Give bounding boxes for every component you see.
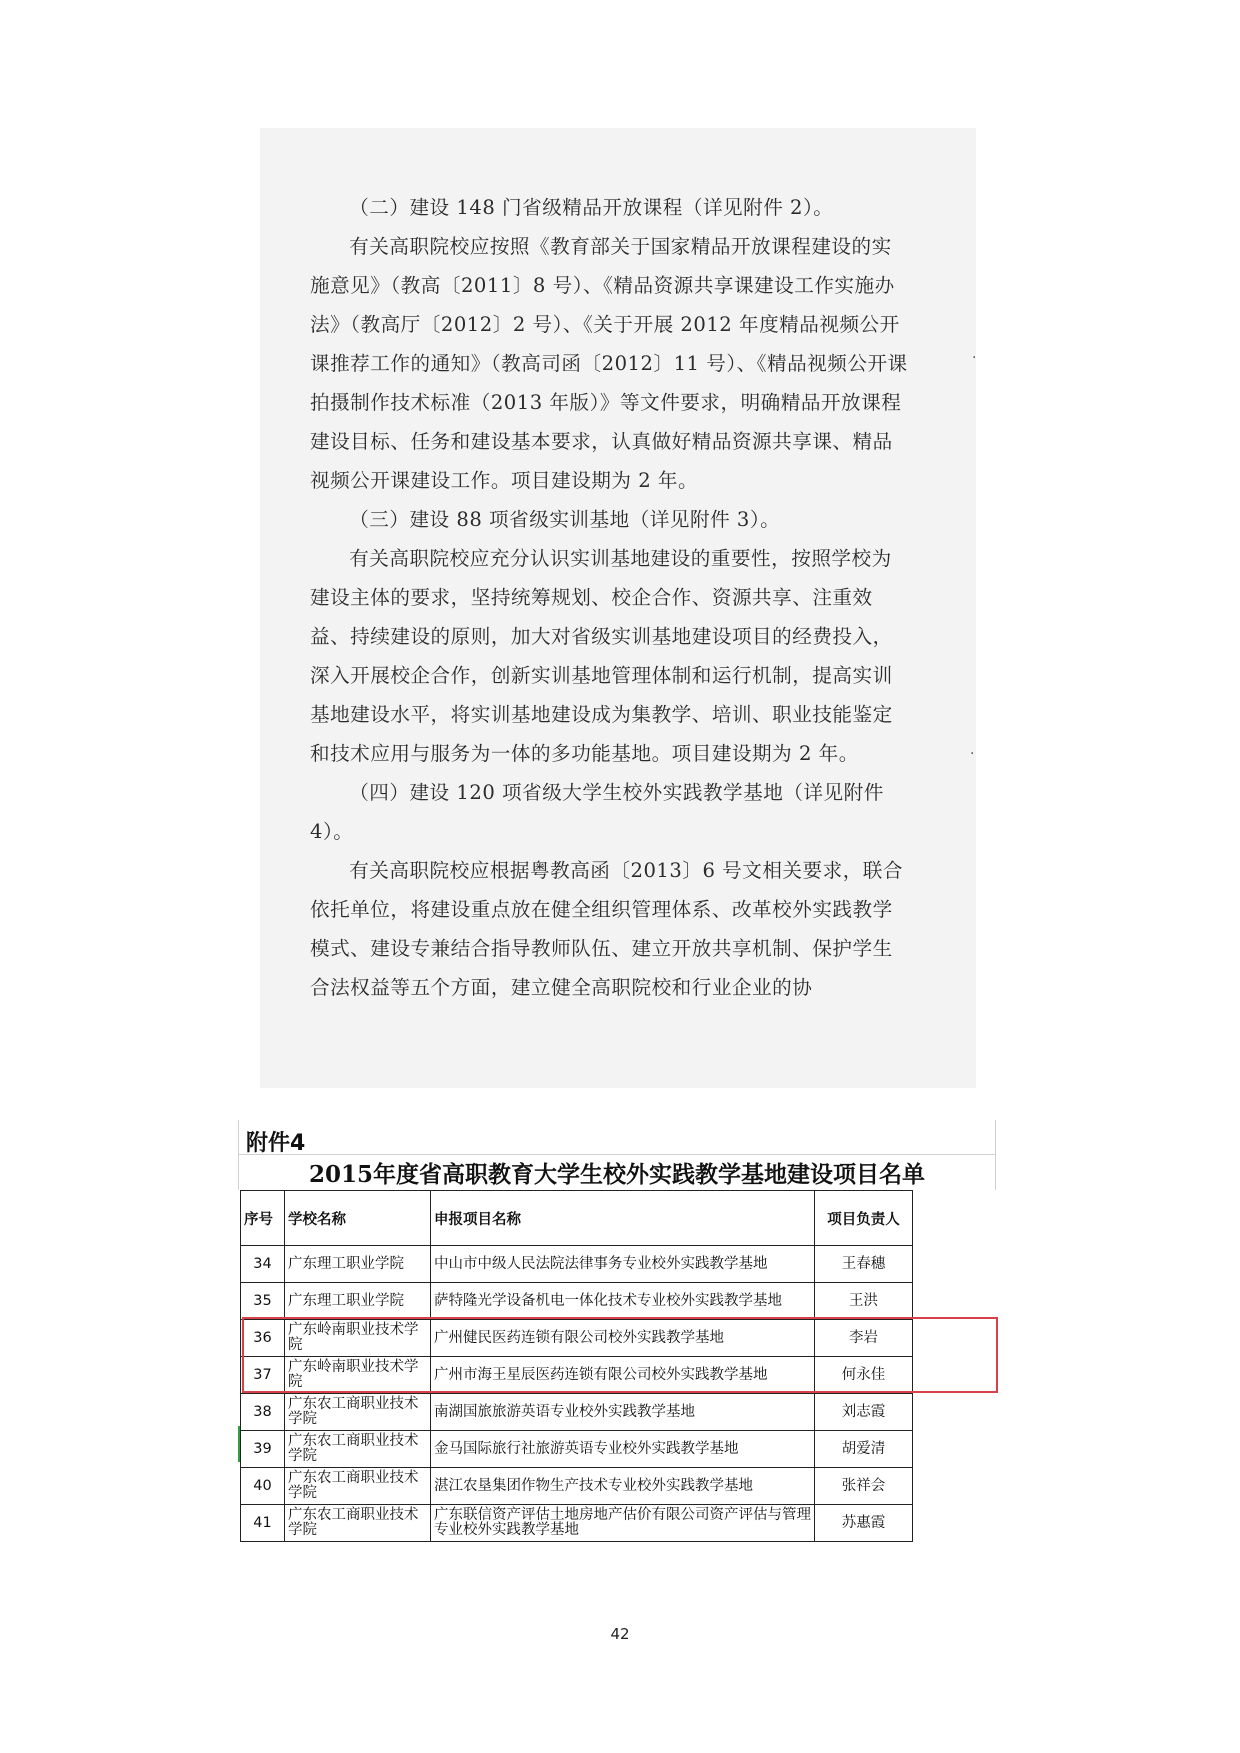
row-index: 37 xyxy=(241,1357,285,1394)
row-project: 湛江农垦集团作物生产技术专业校外实践教学基地 xyxy=(431,1468,815,1505)
row-project: 广州健民医药连锁有限公司校外实践教学基地 xyxy=(431,1320,815,1357)
page-number: 42 xyxy=(610,1625,630,1643)
row-school: 广东岭南职业技术学院 xyxy=(285,1357,431,1394)
row-project: 萨特隆光学设备机电一体化技术专业校外实践教学基地 xyxy=(431,1283,815,1320)
scanned-text-body xyxy=(310,188,910,1007)
row-school: 广东理工职业学院 xyxy=(285,1246,431,1283)
scanned-document-page xyxy=(260,128,976,1088)
table-row xyxy=(241,1283,913,1320)
selection-mark xyxy=(238,1426,240,1462)
section-heading-3: （三）建设 88 项省级实训基地（详见附件 3）。 xyxy=(349,508,781,531)
row-index: 38 xyxy=(241,1394,285,1431)
row-school: 广东农工商职业技术学院 xyxy=(285,1431,431,1468)
section-heading-2: （二）建设 148 门省级精品开放课程（详见附件 2）。 xyxy=(349,196,834,219)
scan-speck: · xyxy=(972,350,977,366)
table-row xyxy=(241,1431,913,1468)
row-leader: 张祥会 xyxy=(815,1468,913,1505)
row-school: 广东农工商职业技术学院 xyxy=(285,1505,431,1542)
row-school: 广东理工职业学院 xyxy=(285,1283,431,1320)
row-index: 34 xyxy=(241,1246,285,1283)
paragraph-4: 有关高职院校应根据粤教高函〔2013〕6 号文相关要求，联合依托单位，将建设重点放在健全组织管理体系、改革校外实践教学模式、建设专兼结合指导教师队伍、建立开放共享机制、保护学生合法权益等五个方面，建立健全高职院校和行业企业的协 xyxy=(310,859,903,999)
header-index: 序号 xyxy=(241,1191,285,1246)
header-school: 学校名称 xyxy=(285,1191,431,1246)
row-school: 广东农工商职业技术学院 xyxy=(285,1394,431,1431)
row-leader: 刘志霞 xyxy=(815,1394,913,1431)
row-project: 金马国际旅行社旅游英语专业校外实践教学基地 xyxy=(431,1431,815,1468)
row-school: 广东岭南职业技术学院 xyxy=(285,1320,431,1357)
row-leader: 胡爱清 xyxy=(815,1431,913,1468)
row-school: 广东农工商职业技术学院 xyxy=(285,1468,431,1505)
table-row xyxy=(241,1505,913,1542)
grid-line xyxy=(238,1154,996,1155)
row-leader: 苏惠霞 xyxy=(815,1505,913,1542)
row-project: 广东联信资产评估土地房地产估价有限公司资产评估与管理专业校外实践教学基地 xyxy=(431,1505,815,1542)
section-heading-4: （四）建设 120 项省级大学生校外实践教学基地（详见附件 4）。 xyxy=(310,781,884,843)
row-leader: 王春穗 xyxy=(815,1246,913,1283)
row-project: 中山市中级人民法院法律事务专业校外实践教学基地 xyxy=(431,1246,815,1283)
scan-speck: · xyxy=(970,746,975,762)
table-title: 2015年度省高职教育大学生校外实践教学基地建设项目名单 xyxy=(308,1161,925,1188)
row-leader: 李岩 xyxy=(815,1320,913,1357)
paragraph-2: 有关高职院校应按照《教育部关于国家精品开放课程建设的实施意见》（教高〔2011〕8 号）、《精品资源共享课建设工作实施办法》（教高厅〔2012〕2 号）、《关于开展 2012 年度精品视频公开课推荐工作的通知》（教高司函〔2012〕11 号）、《精品视频公开课拍摄制作技术标准（2013 年版）》等文件要求，明确精品开放课程建设目标、任务和建设基本要求，认真做好精品资源共享课、精品视频公开课建设工作。项目建设期为 2 年。 xyxy=(310,235,908,492)
attachment-label: 附件4 xyxy=(246,1131,306,1156)
table-row xyxy=(241,1246,913,1283)
table-row xyxy=(241,1394,913,1431)
row-index: 36 xyxy=(241,1320,285,1357)
row-leader: 王洪 xyxy=(815,1283,913,1320)
header-leader: 项目负责人 xyxy=(815,1191,913,1246)
row-project: 广州市海王星辰医药连锁有限公司校外实践教学基地 xyxy=(431,1357,815,1394)
highlight-box xyxy=(242,1317,998,1393)
row-project: 南湖国旅旅游英语专业校外实践教学基地 xyxy=(431,1394,815,1431)
table-header-row xyxy=(241,1191,913,1246)
attachment-spreadsheet xyxy=(238,1120,996,1546)
header-project: 申报项目名称 xyxy=(431,1191,815,1246)
row-index: 41 xyxy=(241,1505,285,1542)
row-index: 39 xyxy=(241,1431,285,1468)
row-index: 35 xyxy=(241,1283,285,1320)
row-index: 40 xyxy=(241,1468,285,1505)
table-row xyxy=(241,1468,913,1505)
paragraph-3: 有关高职院校应充分认识实训基地建设的重要性，按照学校为建设主体的要求，坚持统筹规划、校企合作、资源共享、注重效益、持续建设的原则，加大对省级实训基地建设项目的经费投入，深入开展校企合作，创新实训基地管理体制和运行机制，提高实训基地建设水平，将实训基地建设成为集教学、培训、职业技能鉴定和技术应用与服务为一体的多功能基地。项目建设期为 2 年。 xyxy=(310,547,893,765)
row-leader: 何永佳 xyxy=(815,1357,913,1394)
